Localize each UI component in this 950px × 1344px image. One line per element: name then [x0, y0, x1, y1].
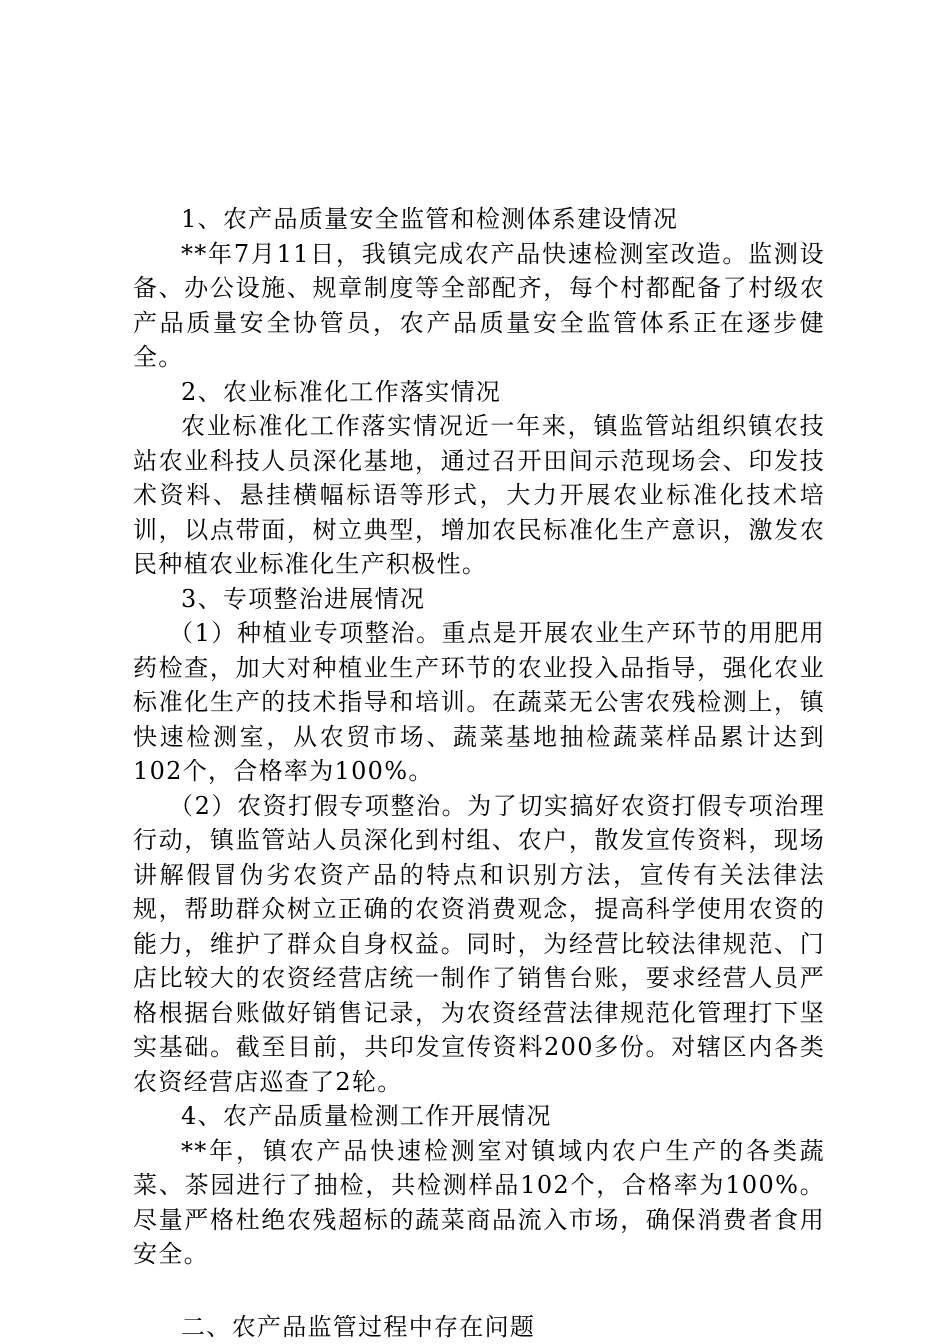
paragraph-planting-rectification: （1）种植业专项整治。重点是开展农业生产环节的用肥用药检查，加大对种植业生产环节的农业投入品指导，强化农业标准化生产的技术指导和培训。在蔬菜无公害农残检测上，镇快速检测室，从农贸市场、蔬菜基地抽检蔬菜样品累计达到102个，合格率为100%。 — [133, 619, 825, 785]
paragraph-quality-testing: **年，镇农产品快速检测室对镇域内农户生产的各类蔬菜、茶园进行了抽检，共检测样品102个，合格率为100%。尽量严格杜绝农残超标的蔬菜商品流入市场，确保消费者食用安全。 — [133, 1136, 825, 1268]
document-body — [133, 202, 825, 1344]
section-heading-4: 4、农产品质量检测工作开展情况 — [181, 1102, 552, 1130]
section-heading-2: 2、农业标准化工作落实情况 — [181, 377, 502, 406]
section-heading-3: 3、专项整治进展情况 — [181, 584, 426, 613]
paragraph-testing-system: **年7月11日，我镇完成农产品快速检测室改造。监测设备、办公设施、规章制度等全部配齐，每个村都配备了村级农产品质量安全协管员，农产品质量安全监管体系正在逐步健全。 — [133, 239, 825, 371]
chapter-heading-problems: 二、农产品监管过程中存在问题 — [181, 1312, 536, 1341]
paragraph-standardization: 农业标准化工作落实情况近一年来，镇监管站组织镇农技站农业科技人员深化基地，通过召开田间示范现场会、印发技术资料、悬挂横幅标语等形式，大力开展农业标准化技术培训，以点带面，树立典型，增加农民标准化生产意识，激发农民种植农业标准化生产积极性。 — [133, 412, 825, 578]
paragraph-anti-counterfeit: （2）农资打假专项整治。为了切实搞好农资打假专项治理行动，镇监管站人员深化到村组、农户，散发宣传资料，现场讲解假冒伪劣农资产品的特点和识别方法，宣传有关法律法规，帮助群众树立正确的农资消费观念，提高科学使用农资的能力，维护了群众自身权益。同时，为经营比较法律规范、门店比较大的农资经营店统一制作了销售台账，要求经营人员严格根据台账做好销售记录，为农资经营法律规范化管理打下坚实基础。截至目前，共印发宣传资料200多份。对辖区内各类农资经营店巡查了2轮。 — [133, 791, 825, 1096]
section-heading-1: 1、农产品质量安全监管和检测体系建设情况 — [181, 205, 679, 233]
